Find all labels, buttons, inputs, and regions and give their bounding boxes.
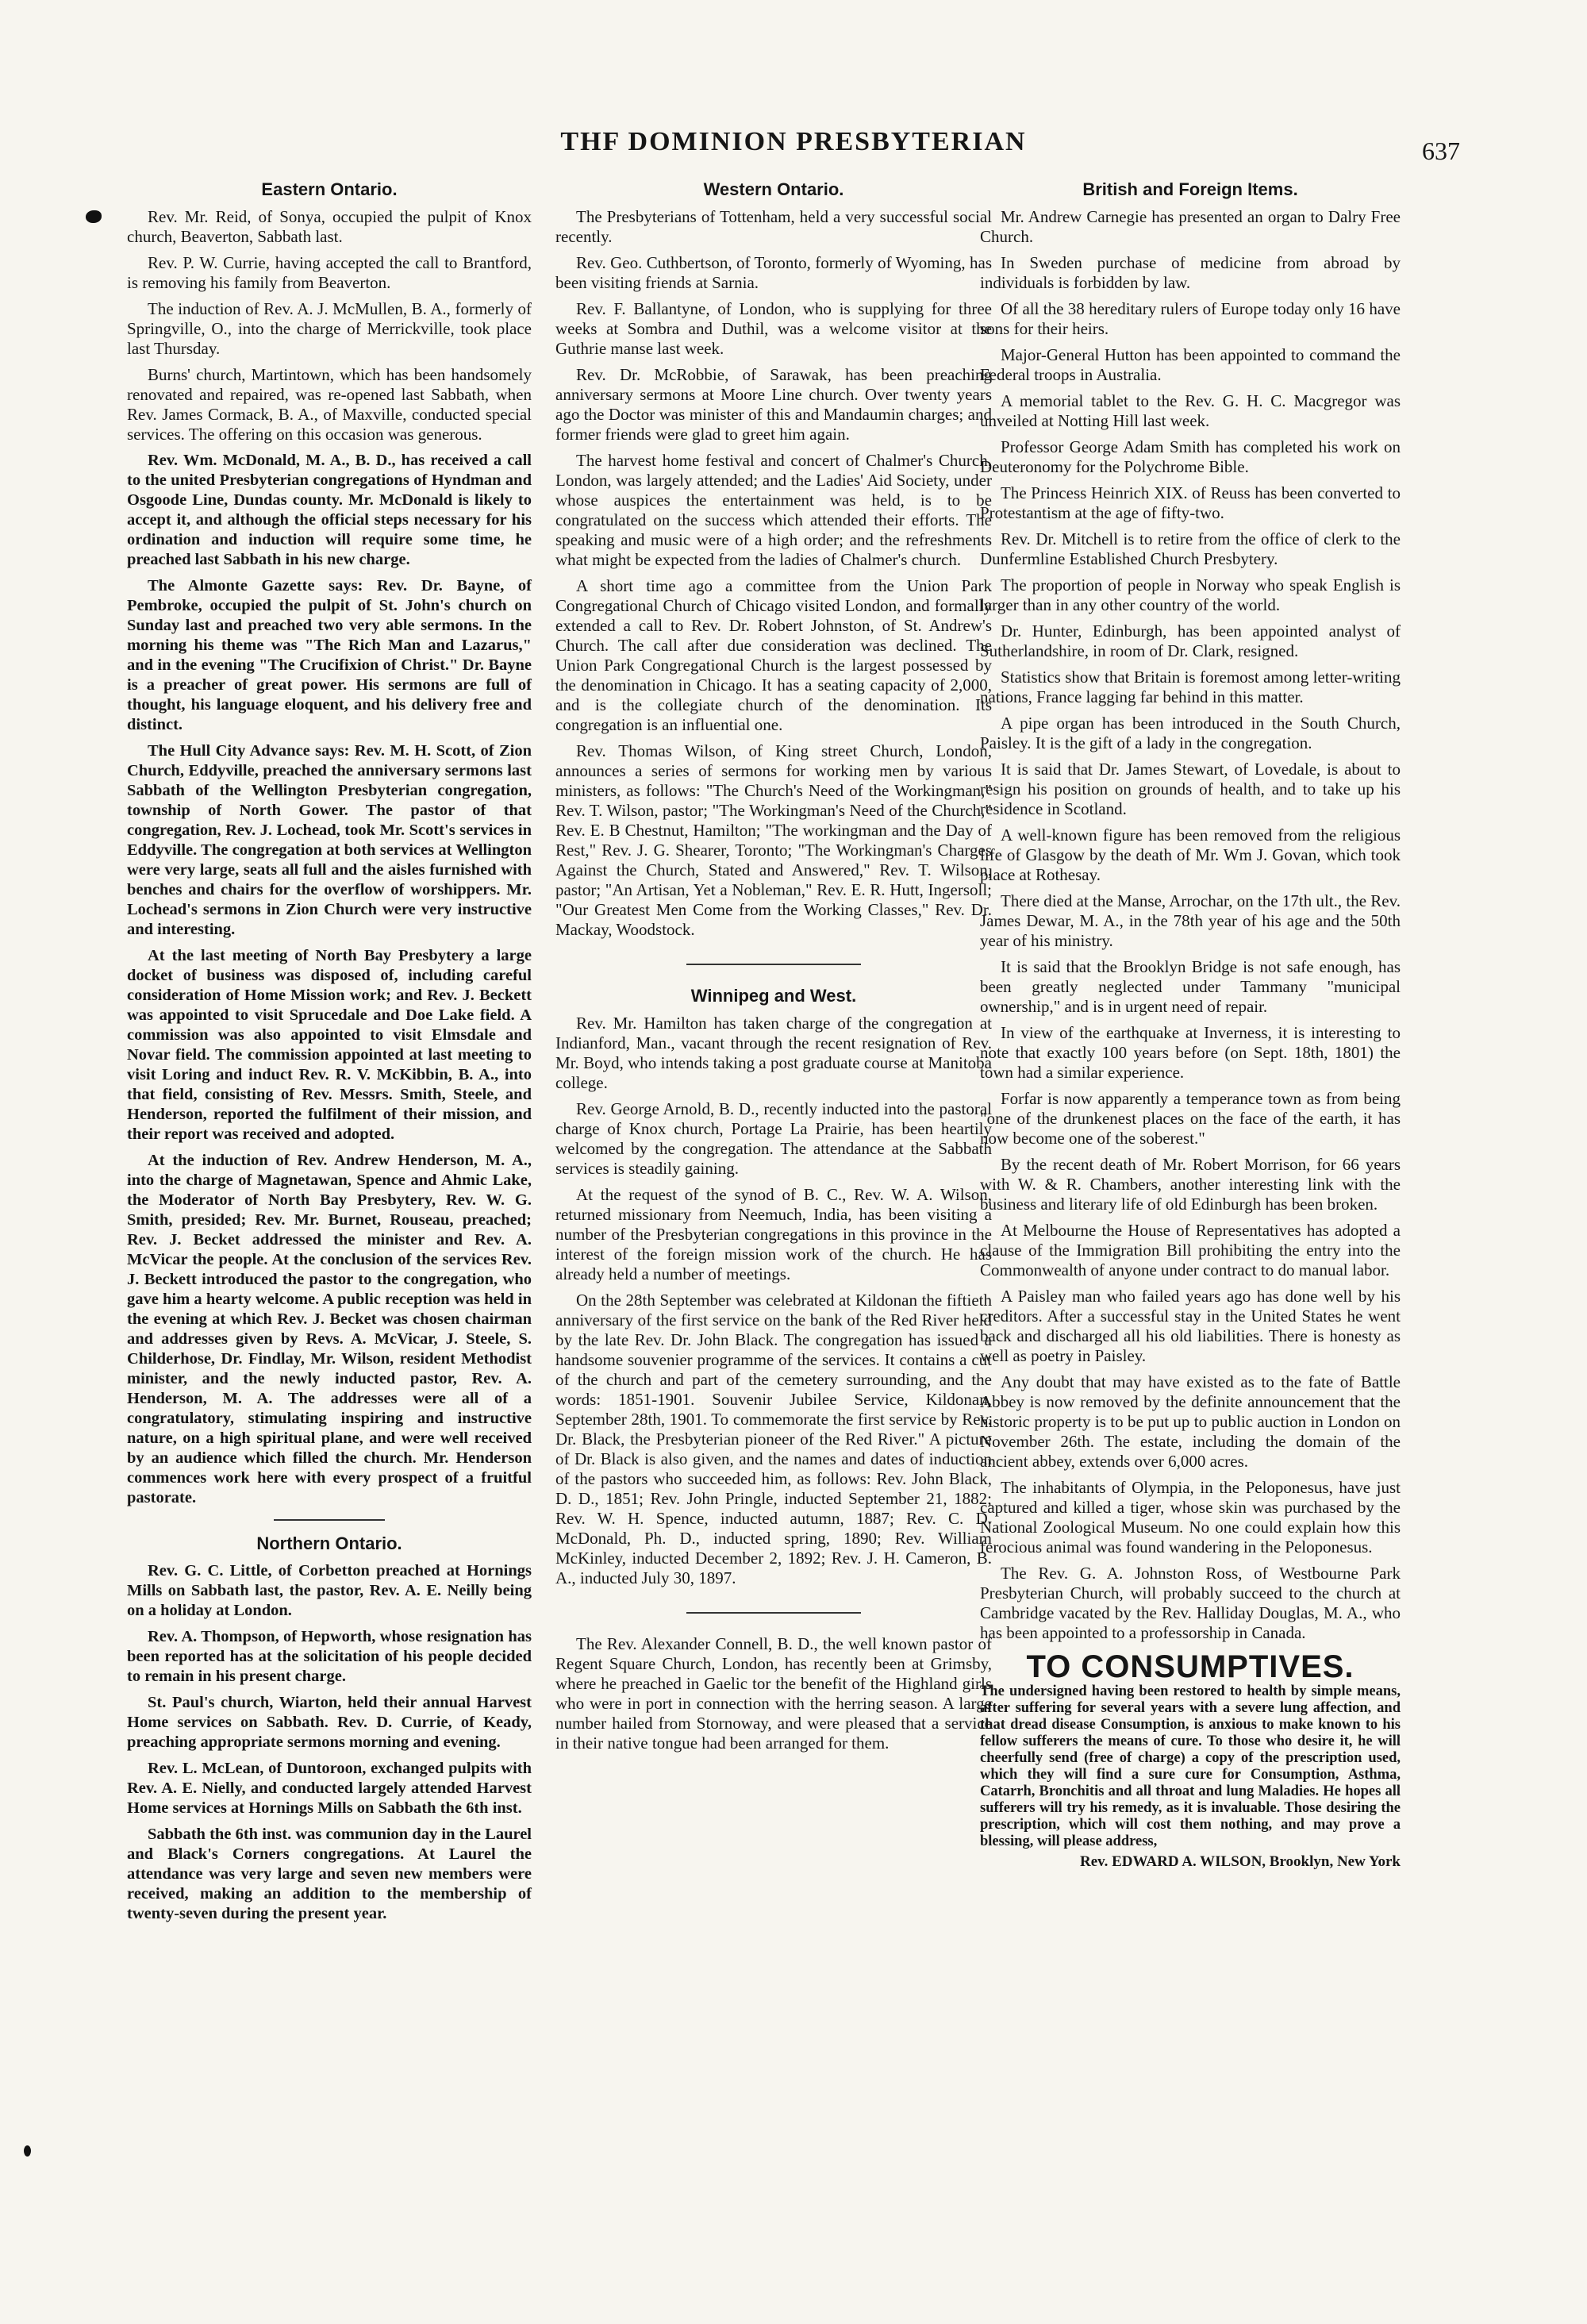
news-item: The Presbyterians of Tottenham, held a very successful social recently.: [555, 207, 992, 246]
news-item: Rev. Wm. McDonald, M. A., B. D., has received a call to the united Presbyterian congregations of Hyndman and Osgoode Line, Dundas county. Mr. McDonald is likely to accept it, and although the official steps necessary for his ordination and induction will require some time, he preached last Sabbath in his new charge.: [127, 452, 532, 568]
section-heading-eastern-ontario: Eastern Ontario.: [261, 179, 398, 199]
news-item: At Melbourne the House of Representatives has adopted a clause of the Immigration Bill prohibiting the entry into the Commonwealth of anyone under contract to do manual labor.: [980, 1221, 1401, 1279]
news-item: Professor George Adam Smith has completed his work on Deuteronomy for the Polychrome Bible.: [980, 437, 1401, 476]
news-item: Rev. P. W. Currie, having accepted the call to Brantford, is removing his family from Beaverton.: [127, 253, 532, 292]
news-item: Rev. Dr. Mitchell is to retire from the office of clerk to the Dunfermline Established Church Presbytery.: [980, 529, 1401, 568]
column-right: [980, 173, 1401, 1872]
news-item: Statistics show that Britain is foremost among letter-writing nations, France lagging far behind in this matter.: [980, 668, 1401, 706]
news-item: Forfar is now apparently a temperance town as from being "one of the drunkenest places on the face of the earth, it has now become one of the soberest.": [980, 1089, 1401, 1148]
ink-blot-mark: [86, 210, 102, 223]
news-item: The Hull City Advance says: Rev. M. H. Scott, of Zion Church, Eddyville, preached the anniversary sermons last Sabbath of the Wellington Presbyterian congregation, township of North Gower. The pastor of that congregation, Rev. J. Lochead, took Mr. Scott's services in Eddyville. The congregation at both services at Wellington were very large, seats all full and the aisles furnished with benches and chairs for the overflow of worshippers. Mr. Lochead's sermons in Zion Church were very instructive and interesting.: [127, 742, 532, 938]
news-item: The Princess Heinrich XIX. of Reuss has been converted to Protestantism at the age of fifty-two.: [980, 483, 1401, 522]
news-item: There died at the Manse, Arrochar, on the 17th ult., the Rev. James Dewar, M. A., in the 78th year of his age and the 50th year of his ministry.: [980, 891, 1401, 950]
news-item: The harvest home festival and concert of Chalmer's Church, London, was largely attended; and the Ladies' Aid Society, under whose auspices the entertainment was held, is to be congratulated on the success which attended their efforts. The speaking and music were of a high order; and the refreshments what might be expected from the ladies of Chalmer's church.: [555, 451, 992, 569]
news-item: Sabbath the 6th inst. was communion day in the Laurel and Black's Corners congregations. At Laurel the attendance was very large and seven new members were received, making an addition to the membership of twenty-seven during the present year.: [127, 1826, 532, 1922]
news-item: Rev. F. Ballantyne, of London, who is supplying for three weeks at Sombra and Duthil, was a welcome visitor at the Guthrie manse last week.: [555, 299, 992, 358]
news-item: Rev. Dr. McRobbie, of Sarawak, has been preaching anniversary sermons at Moore Line church. Over twenty years ago the Doctor was minister of this and Mandaumin charges; and former friends were glad to greet him again.: [555, 365, 992, 444]
news-item: The Rev. G. A. Johnston Ross, of Westbourne Park Presbyterian Church, will probably succeed to the church at Cambridge vacated by the Rev. Halliday Douglas, M. A., who has been appointed to a professorship in Canada.: [980, 1564, 1401, 1642]
section-heading-winnipeg-and-west: Winnipeg and West.: [690, 986, 857, 1006]
news-item: In view of the earthquake at Inverness, it is interesting to note that exactly 100 years before (on Sept. 18th, 1801) the town had a similar experience.: [980, 1023, 1401, 1082]
news-item: Mr. Andrew Carnegie has presented an organ to Dalry Free Church.: [980, 207, 1401, 246]
news-item: The Rev. Alexander Connell, B. D., the well known pastor of Regent Square Church, London, has recently been at Grimsby, where he preached in Gaelic tor the benefit of the Highland girls who were in port in connection with the herring season. A large number hailed from Stornoway, and were pleased that a service in their native tongue had been arranged for them.: [555, 1634, 992, 1753]
advertisement: [980, 1649, 1401, 1872]
news-item: At the request of the synod of B. C., Rev. W. A. Wilson, returned missionary from Neemuch, India, has been visiting a number of the Presbyterian congregations in this province in the interest of the foreign mission work of the church. He has already held a number of meetings.: [555, 1185, 992, 1283]
news-item: Rev. A. Thompson, of Hepworth, whose resignation has been reported has at the solicitation of his people decided to remain in his present charge.: [127, 1628, 532, 1685]
advertisement-title: TO CONSUMPTIVES.: [1026, 1649, 1355, 1684]
section-heading-northern-ontario: Northern Ontario.: [256, 1533, 402, 1553]
news-item: Any doubt that may have existed as to the fate of Battle Abbey is now removed by the definite announcement that the historic property is to be put up to public auction in London on November 26th. The estate, including the domain of the ancient abbey, extends over 6,000 acres.: [980, 1372, 1401, 1471]
news-item: Rev. Mr. Hamilton has taken charge of the congregation at Indianford, Man., vacant through the recent resignation of Rev. Mr. Boyd, who intends taking a post graduate course at Manitoba college.: [555, 1014, 992, 1092]
news-item: Major-General Hutton has been appointed to command the Federal troops in Australia.: [980, 345, 1401, 384]
section-heading-british-and-foreign: British and Foreign Items.: [1082, 179, 1298, 199]
news-item: Rev. Geo. Cuthbertson, of Toronto, formerly of Wyoming, has been visiting friends at Sarnia.: [555, 253, 992, 292]
news-item: Rev. Mr. Reid, of Sonya, occupied the pulpit of Knox church, Beaverton, Sabbath last.: [127, 207, 532, 246]
column-left: [127, 173, 532, 1930]
news-item: A well-known figure has been removed from the religious life of Glasgow by the death of Mr. Wm J. Govan, which took place at Rothesay.: [980, 825, 1401, 884]
news-item: The Almonte Gazette says: Rev. Dr. Bayne, of Pembroke, occupied the pulpit of St. John's church on Sunday last and preached two very able sermons. In the morning his theme was "The Rich Man and Lazarus," and in the evening "The Crucifixion of Christ." Dr. Bayne is a preacher of great power. His sermons are full of thought, his language eloquent, and his delivery free and distinct.: [127, 577, 532, 733]
news-item: The proportion of people in Norway who speak English is larger than in any other country of the world.: [980, 575, 1401, 614]
news-item: By the recent death of Mr. Robert Morrison, for 66 years with W. & R. Chambers, another interesting link with the business and literary life of old Edinburgh has been broken.: [980, 1155, 1401, 1214]
news-item: On the 28th September was celebrated at Kildonan the fiftieth anniversary of the first service on the bank of the Red River held by the late Rev. Dr. John Black. The congregation has issued a handsome souvenier programme of the services. It contains a cut of the church and part of the cemetery surrounding, and the words: 1851-1901. Souvenir Jubilee Service, Kildonan, September 28th, 1901. To commemorate the first service by Rev. Dr. Black, the Presbyterian pioneer of the Red River." A picture of Dr. Black is also given, and the names and dates of induction of the pastors who succeeded him, as follows: Rev. John Black, D. D., 1851; Rev. John Pringle, inducted September 21, 1882; Rev. W. H. Spence, inducted autumn, 1887; Rev. C. D. McDonald, Ph. D., inducted spring, 1890; Rev. William McKinley, inducted December 2, 1892; Rev. J. H. Cameron, B. A., inducted July 30, 1897.: [555, 1291, 992, 1587]
masthead: THF DOMINION PRESBYTERIAN: [560, 127, 1027, 156]
news-item: Rev. George Arnold, B. D., recently inducted into the pastoral charge of Knox church, Portage La Prairie, has been heartily welcomed by the congregation. The attendance at the Sabbath services is steadily gaining.: [555, 1099, 992, 1178]
news-item: Rev. L. McLean, of Duntoroon, exchanged pulpits with Rev. A. E. Nielly, and conducted largely attended Harvest Home services at Hornings Mills on Sabbath the 6th inst.: [127, 1760, 532, 1817]
section-divider: [686, 964, 861, 965]
news-item: A short time ago a committee from the Union Park Congregational Church of Chicago visited London, and formally extended a call to Rev. Dr. Robert Johnston, of St. Andrew's Church. The call after due consideration was declined. The Union Park Congregational Church is the largest possessed by the denomination in Chicago. It has a seating capacity of 2,000, and is the collegiate church of the denomination. Its congregation is an influential one.: [555, 576, 992, 734]
column-middle: [555, 173, 992, 1760]
news-item: At the induction of Rev. Andrew Henderson, M. A., into the charge of Magnetawan, Spence and Ahmic Lake, the Moderator of North Bay Presbytery, Rev. W. G. Smith, presided; Rev. Mr. Burnet, Rouseau, preached; Rev. J. Becket addressed the minister and Rev. A. McVicar the people. At the conclusion of the services Rev. J. Beckett introduced the pastor to the congregation, who gave him a hearty welcome. A public reception was held in the evening at which Rev. J. Becket was chosen chairman and addresses given by Revs. A. McVicar, J. Steele, S. Childerhose, Dr. Findlay, Mr. Wilson, resident Methodist minister, and the newly inducted pastor, Rev. A. Henderson, M. A. The addresses were all of a congratulatory, stimulating inspiring and instructive nature, on a high spiritual plane, and were well received by an audience which filled the church. Mr. Henderson commences work here with every prospect of a fruitful pastorate.: [127, 1152, 532, 1506]
news-item: Dr. Hunter, Edinburgh, has been appointed analyst of Sutherlandshire, in room of Dr. Clark, resigned.: [980, 621, 1401, 660]
news-item: A Paisley man who failed years ago has done well by his creditors. After a successful stay in the United States he went back and discharged all his old liabilities. There is honesty as well as poetry in Paisley.: [980, 1287, 1401, 1365]
news-item: Rev. Thomas Wilson, of King street Church, London, announces a series of sermons for working men by various ministers, as follows: "The Church's Need of the Workingman," Rev. T. Wilson, pastor; "The Workingman's Need of the Church," Rev. E. B Chestnut, Hamilton; "The workingman and the Day of Rest," Rev. J. G. Shearer, Toronto; "The Workingman's Charges Against the Church, Stated and Answered," Rev. T. Wilson, pastor; "An Artisan, Yet a Nobleman," Rev. E. R. Hutt, Ingersoll; "Our Greatest Men Come from the Working Classes," Rev. Dr. Mackay, Woodstock.: [555, 741, 992, 939]
news-item: It is said that Dr. James Stewart, of Lovedale, is about to resign his position on grounds of health, and to take up his residence in Scotland.: [980, 760, 1401, 818]
news-item: A pipe organ has been introduced in the South Church, Paisley. It is the gift of a lady in the congregation.: [980, 714, 1401, 752]
news-item: Burns' church, Martintown, which has been handsomely renovated and repaired, was re-opened last Sabbath, when Rev. James Cormack, B. A., of Maxville, conducted special services. The offering on this occasion was generous.: [127, 365, 532, 444]
section-divider: [274, 1519, 385, 1521]
advertisement-body: The undersigned having been restored to health by simple means, after suffering for several years with a severe lung affection, and that dread disease Consumption, is anxious to make known to his fellow sufferers the means of cure. To those who desire it, he will cheerfully send (free of charge) a copy of the prescription used, which they will find a sure cure for Consumption, Asthma, Catarrh, Bronchitis and all throat and lung Maladies. He hopes all sufferers will try his remedy, as it is invaluable. Those desiring the prescription, which will cost them nothing, and may prove a blessing, will please address,: [980, 1683, 1401, 1849]
section-heading-western-ontario: Western Ontario.: [703, 179, 844, 199]
page-number: 637: [1422, 137, 1460, 165]
section-divider: [686, 1612, 861, 1614]
news-item: Of all the 38 hereditary rulers of Europe today only 16 have sons for their heirs.: [980, 299, 1401, 338]
advertisement-signature: Rev. EDWARD A. WILSON, Brooklyn, New York: [1080, 1853, 1401, 1870]
news-item: Rev. G. C. Little, of Corbetton preached at Hornings Mills on Sabbath last, the pastor, Rev. A. E. Neilly being on a holiday at London.: [127, 1562, 532, 1619]
news-item: It is said that the Brooklyn Bridge is not safe enough, has been greatly neglected under Tammany "municipal ownership," and is in urgent need of repair.: [980, 957, 1401, 1016]
ink-blot-mark-small: [24, 2145, 31, 2157]
news-item: At the last meeting of North Bay Presbytery a large docket of business was disposed of, including careful consideration of Home Mission work; and Rev. J. Beckett was appointed to visit Sprucedale and Doe Lake field. A commission was also appointed to visit Elmsdale and Novar field. The commission appointed at last meeting to visit Loring and induct Rev. R. V. McKibbin, B. A., into that field, consisting of Rev. Messrs. Smith, Steele, and Henderson, reported the fulfilment of their mission, and their report was received and adopted.: [127, 947, 532, 1143]
news-item: The inhabitants of Olympia, in the Peloponesus, have just captured and killed a tiger, whose skin was purchased by the National Zoological Museum. No one could explain how this ferocious animal was found wandering in the Peloponesus.: [980, 1478, 1401, 1556]
news-item: In Sweden purchase of medicine from abroad by individuals is forbidden by law.: [980, 253, 1401, 292]
news-item: The induction of Rev. A. J. McMullen, B. A., formerly of Springville, O., into the charge of Merrickville, took place last Thursday.: [127, 299, 532, 358]
news-item: A memorial tablet to the Rev. G. H. C. Macgregor was unveiled at Notting Hill last week.: [980, 391, 1401, 430]
news-item: St. Paul's church, Wiarton, held their annual Harvest Home services on Sabbath. Rev. D. Currie, of Keady, preaching appropriate sermons morning and evening.: [127, 1694, 532, 1751]
